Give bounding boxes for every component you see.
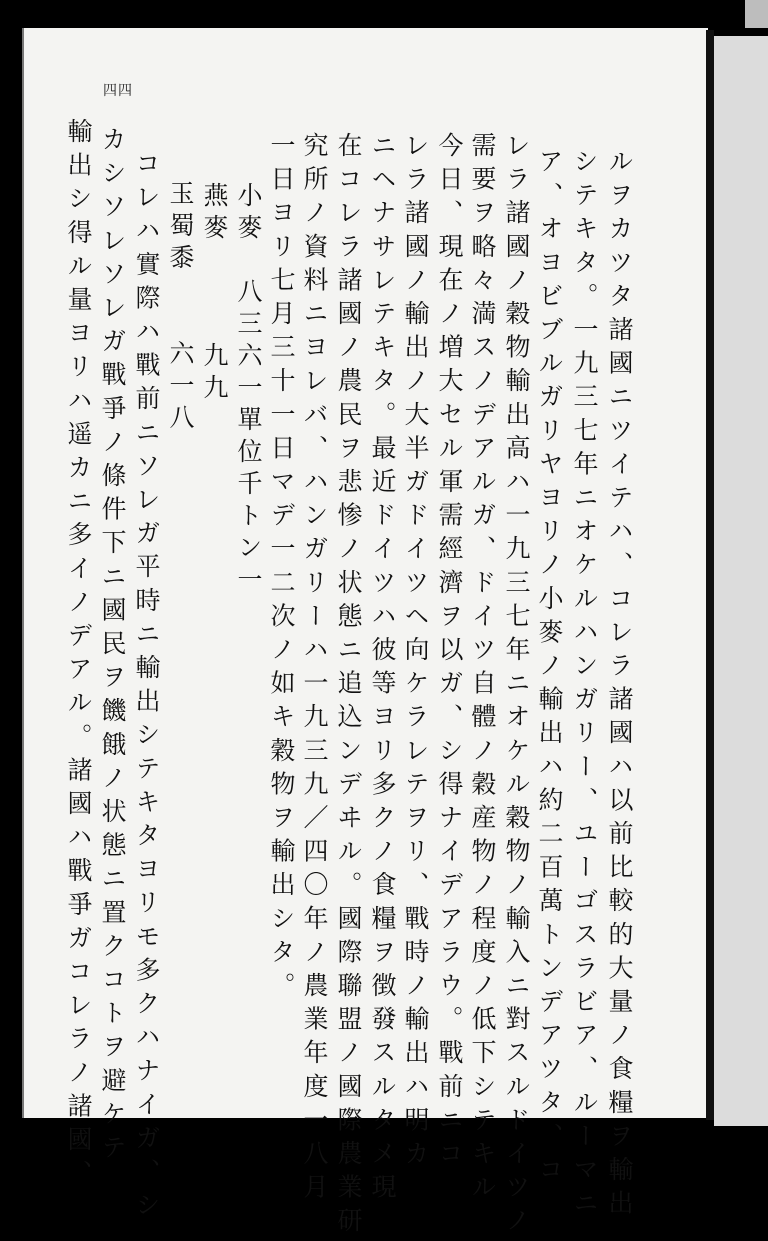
text-column-2: シテキタ。一九三七年ニオケルハンガリー、ユーゴスラビア、ルーマニ [570, 148, 599, 1224]
text-column-15: コレハ實際ハ戰前ニソレガ平時ニ輸出シテキタヨリモ多クハナイガ、シ [132, 150, 161, 1226]
next-page-edge [714, 36, 768, 1126]
text-column-7: レラ諸國ノ輸出ノ大半ガドイツヘ向ケラレテヲリ、戰時ノ輸出ハ明カ [401, 132, 430, 1174]
page-edge-shadow [706, 30, 714, 1120]
text-column-9: 在コレラ諸國ノ農民ヲ悲惨ノ状態ニ追込ンデヰル。國際聯盟ノ國際農業研 [334, 132, 363, 1241]
table-row-maize: 玉蜀黍 六一八 [166, 180, 195, 436]
text-column-10: 究所ノ資料ニヨレバ、ハンガリーハ一九三九／四〇年ノ農業年度一八月 [300, 132, 329, 1208]
scan-corner-tab [745, 0, 768, 28]
text-column-6: 今日、現在ノ増大セル軍需經濟ヲ以ガ、シ得ナイデアラウ。戰前ニコ [435, 132, 464, 1174]
table-row-oats: 燕麥 九九 [200, 182, 229, 406]
text-column-17: 輸出シ得ル量ヨリハ遥カニ多イノデアル。諸國ハ戰爭ガコレラノ諸國、 [64, 118, 93, 1194]
text-column-8: ニヘナサレテキタ。最近ドイツハ彼等ヨリ多クノ食糧ヲ徴發スルタメ現 [368, 132, 397, 1208]
text-column-1: ルヲカツタ諸國ニツイテハ、コレラ諸國ハ以前比較的大量ノ食糧ヲ輸出 [605, 148, 634, 1224]
text-column-11: 一日ヨリ七月三十一日マデ一二次ノ如キ穀物ヲ輸出シタ。 [267, 132, 296, 1006]
page-number: 四四 [103, 83, 133, 99]
text-column-3: ア、オヨビブルガリヤヨリノ小麥ノ輸出ハ約二百萬トンデアツタ、コ [535, 148, 564, 1190]
text-column-16: カシソレソレガ戰爭ノ條件下ニ國民ヲ饑餓ノ状態ニ置クコトヲ避ケテ [98, 126, 127, 1168]
table-row-wheat: 小麥 八三六一單位千トン一 [234, 182, 263, 598]
text-column-4: レラ諸國ノ穀物輸出高ハ一九三七年ニオケル穀物ノ輸入ニ對スルドイツノ [502, 132, 531, 1241]
scan-top-border [0, 0, 768, 30]
text-column-5: 需要ヲ略々満スノデアルガ、ドイツ自體ノ穀産物ノ程度ノ低下シテキル [468, 132, 497, 1208]
